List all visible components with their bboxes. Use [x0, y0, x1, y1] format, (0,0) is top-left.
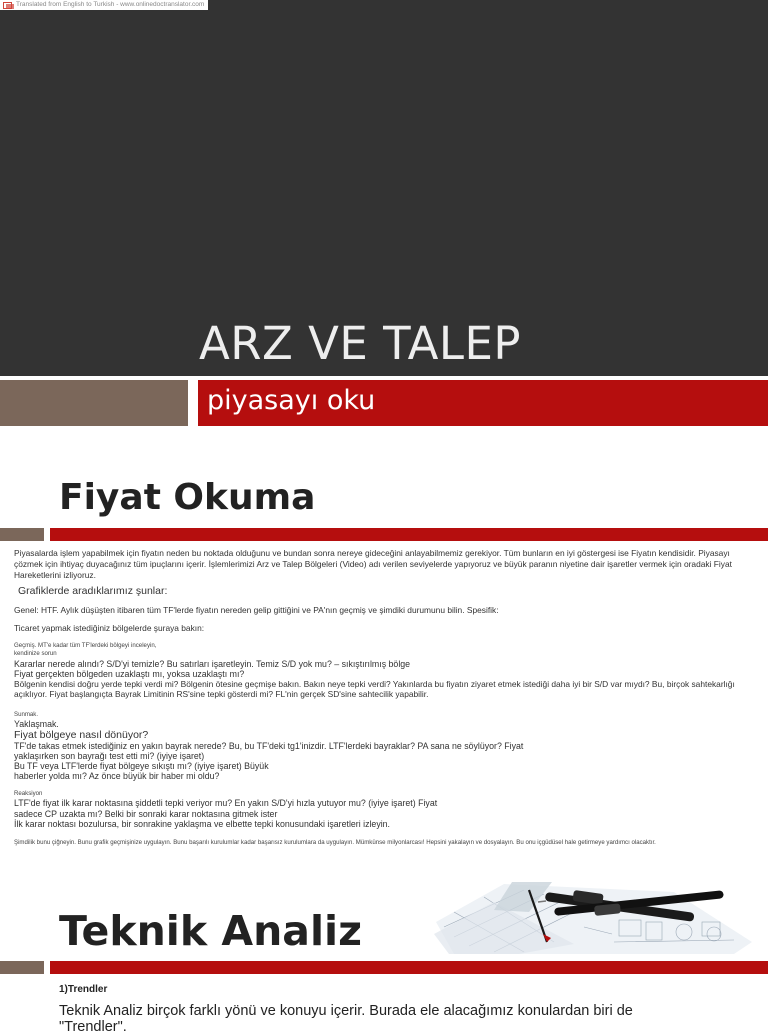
- translator-logo-icon: [3, 2, 14, 9]
- present-label: Sunmak.: [14, 711, 39, 718]
- presentation-title: ARZ VE TALEP: [198, 317, 522, 370]
- reaction-line: sadece CP uzakta mı? Belki bir sonraki karar noktasına gitmek ister: [14, 808, 278, 819]
- accent-bar-brown: [0, 380, 188, 426]
- closing-paragraph: Şimdilik bunu çiğneyin. Bunu grafik geçmişinize uygulayın. Bunu başarılı kurulumlar kadar başarısız kurulumlara da uygulayın. Mümkünse milyonlarcası! Hepsini yakalayın ve dosyalayın. Bu onu içgüdüsel hale getirmeye yardımcı olacaktır.: [14, 839, 656, 846]
- reaction-line: LTF'de fiyat ilk karar noktasına şiddetli tepki veriyor mu? En yakın S/D'yi hızla yutuyor mu? (iyiye işaret) Fiyat: [14, 798, 438, 809]
- approach-line: haberler yolda mı? Az önce büyük bir haber mi oldu?: [14, 771, 220, 782]
- teknik-analiz-body: Teknik Analiz birçok farklı yönü ve konuyu içerir. Burada ele alacağımız konulardan biri de "Trendler".: [59, 1003, 633, 1035]
- zones-intro-line: Ticaret yapmak istediğiniz bölgelerde şuraya bakın:: [14, 623, 205, 633]
- approach-question: Fiyat bölgeye nasıl dönüyor?: [14, 728, 149, 741]
- approach-line: TF'de takas etmek istediğiniz en yakın bayrak nerede? Bu, bu TF'deki tg1'inizdir. LTF'lerdeki bayraklar? PA sana ne söylüyor? Fiyat: [14, 740, 524, 751]
- slide-heading-teknik-analiz: Teknik Analiz: [59, 907, 362, 955]
- accent-bar-red: [50, 528, 768, 541]
- present-section: [14, 711, 759, 782]
- accent-bar-brown: [0, 528, 44, 541]
- presentation-subtitle: piyasayı oku: [207, 385, 376, 416]
- accent-bar-brown: [0, 961, 44, 974]
- past-label: Geçmiş. MT'e kadar tüm TF'lerdeki bölgeyi inceleyin,: [14, 642, 157, 649]
- reaction-section: [14, 790, 759, 829]
- approach-line: yaklaşırken son bayrağı test etti mi? (iyiye işaret): [14, 750, 205, 761]
- past-section: [14, 642, 759, 699]
- slide-heading-fiyat-okuma: Fiyat Okuma: [59, 477, 316, 518]
- past-ask: kendinize sorun: [14, 650, 57, 658]
- looking-for-line: Grafiklerde aradıklarımız şunlar:: [18, 585, 168, 597]
- reaction-label: Reaksiyon: [14, 790, 43, 797]
- approach-line: Bu TF veya LTF'lerde fiyat bölgeye sıkıştı mı? (iyiye işaret) Büyük: [14, 761, 269, 772]
- reaction-line: İlk karar noktası bozulursa, bir sonrakine yaklaşma ve elbette tepki konusundaki işaretleri izleyin.: [14, 818, 391, 829]
- past-line: Kararlar nerede alındı? S/D'yi temizle? Bu satırları işaretleyin. Temiz S/D yok mu? – sıkıştırılmış bölge: [14, 658, 411, 669]
- translation-banner-text: Translated from English to Turkish - www.onlinedoctranslator.com: [16, 1, 205, 8]
- intro-paragraph: Piyasalarda işlem yapabilmek için fiyatın neden bu noktada olduğunu ve bundan sonra nereye gideceğini anlayabilmemiz gerekiyor. Tüm bunların en iyi göstergesi ise Fiyatın kendisidir. Piyasayı çözmek için ihtiyaç duyacağınız tüm ipuçlarını içerir. İşlemlerimizi Arz ve Talep Bölgeleri (Video) adı verilen seviyelerde yapıyoruz ve büyük paranın niyetine dair işaretler vermek için oradaki Fiyat Hareketlerini izliyoruz.: [14, 548, 732, 580]
- translation-banner[interactable]: [0, 0, 208, 10]
- section-label-trendler: 1)Trendler: [59, 984, 108, 995]
- general-line: Genel: HTF. Aylık düşüşten itibaren tüm TF'lerde fiyatın nereden gelip gittiğini ve PA'nın geçmiş ve şimdiki durumunu bilin. Spesifik:: [14, 605, 499, 615]
- past-line: Fiyat gerçekten bölgeden uzaklaştı mı, yoksa uzaklaştı mı?: [14, 668, 245, 679]
- accent-bar-red: [50, 961, 768, 974]
- approach-label: Yaklaşmak.: [14, 719, 59, 730]
- past-line: Bölgenin kendisi doğru yerde tepki verdi mi? Bölgenin ötesine geçmişe bakın. Bakın neye tepki verdi? Yakınlarda bu fiyatın ziyaret etmek istediği daha iyi bir S/D var mıydı? Bu, birçok sahtekarlığı açıklıyor. Fiyat başlangıçta Bayrak Limitinin RS'sine tepki gösterdi mi? FL'nin gerçek SD'sine sahtecilik yapabilir.: [14, 679, 735, 700]
- drafting-tools-image: [434, 882, 756, 954]
